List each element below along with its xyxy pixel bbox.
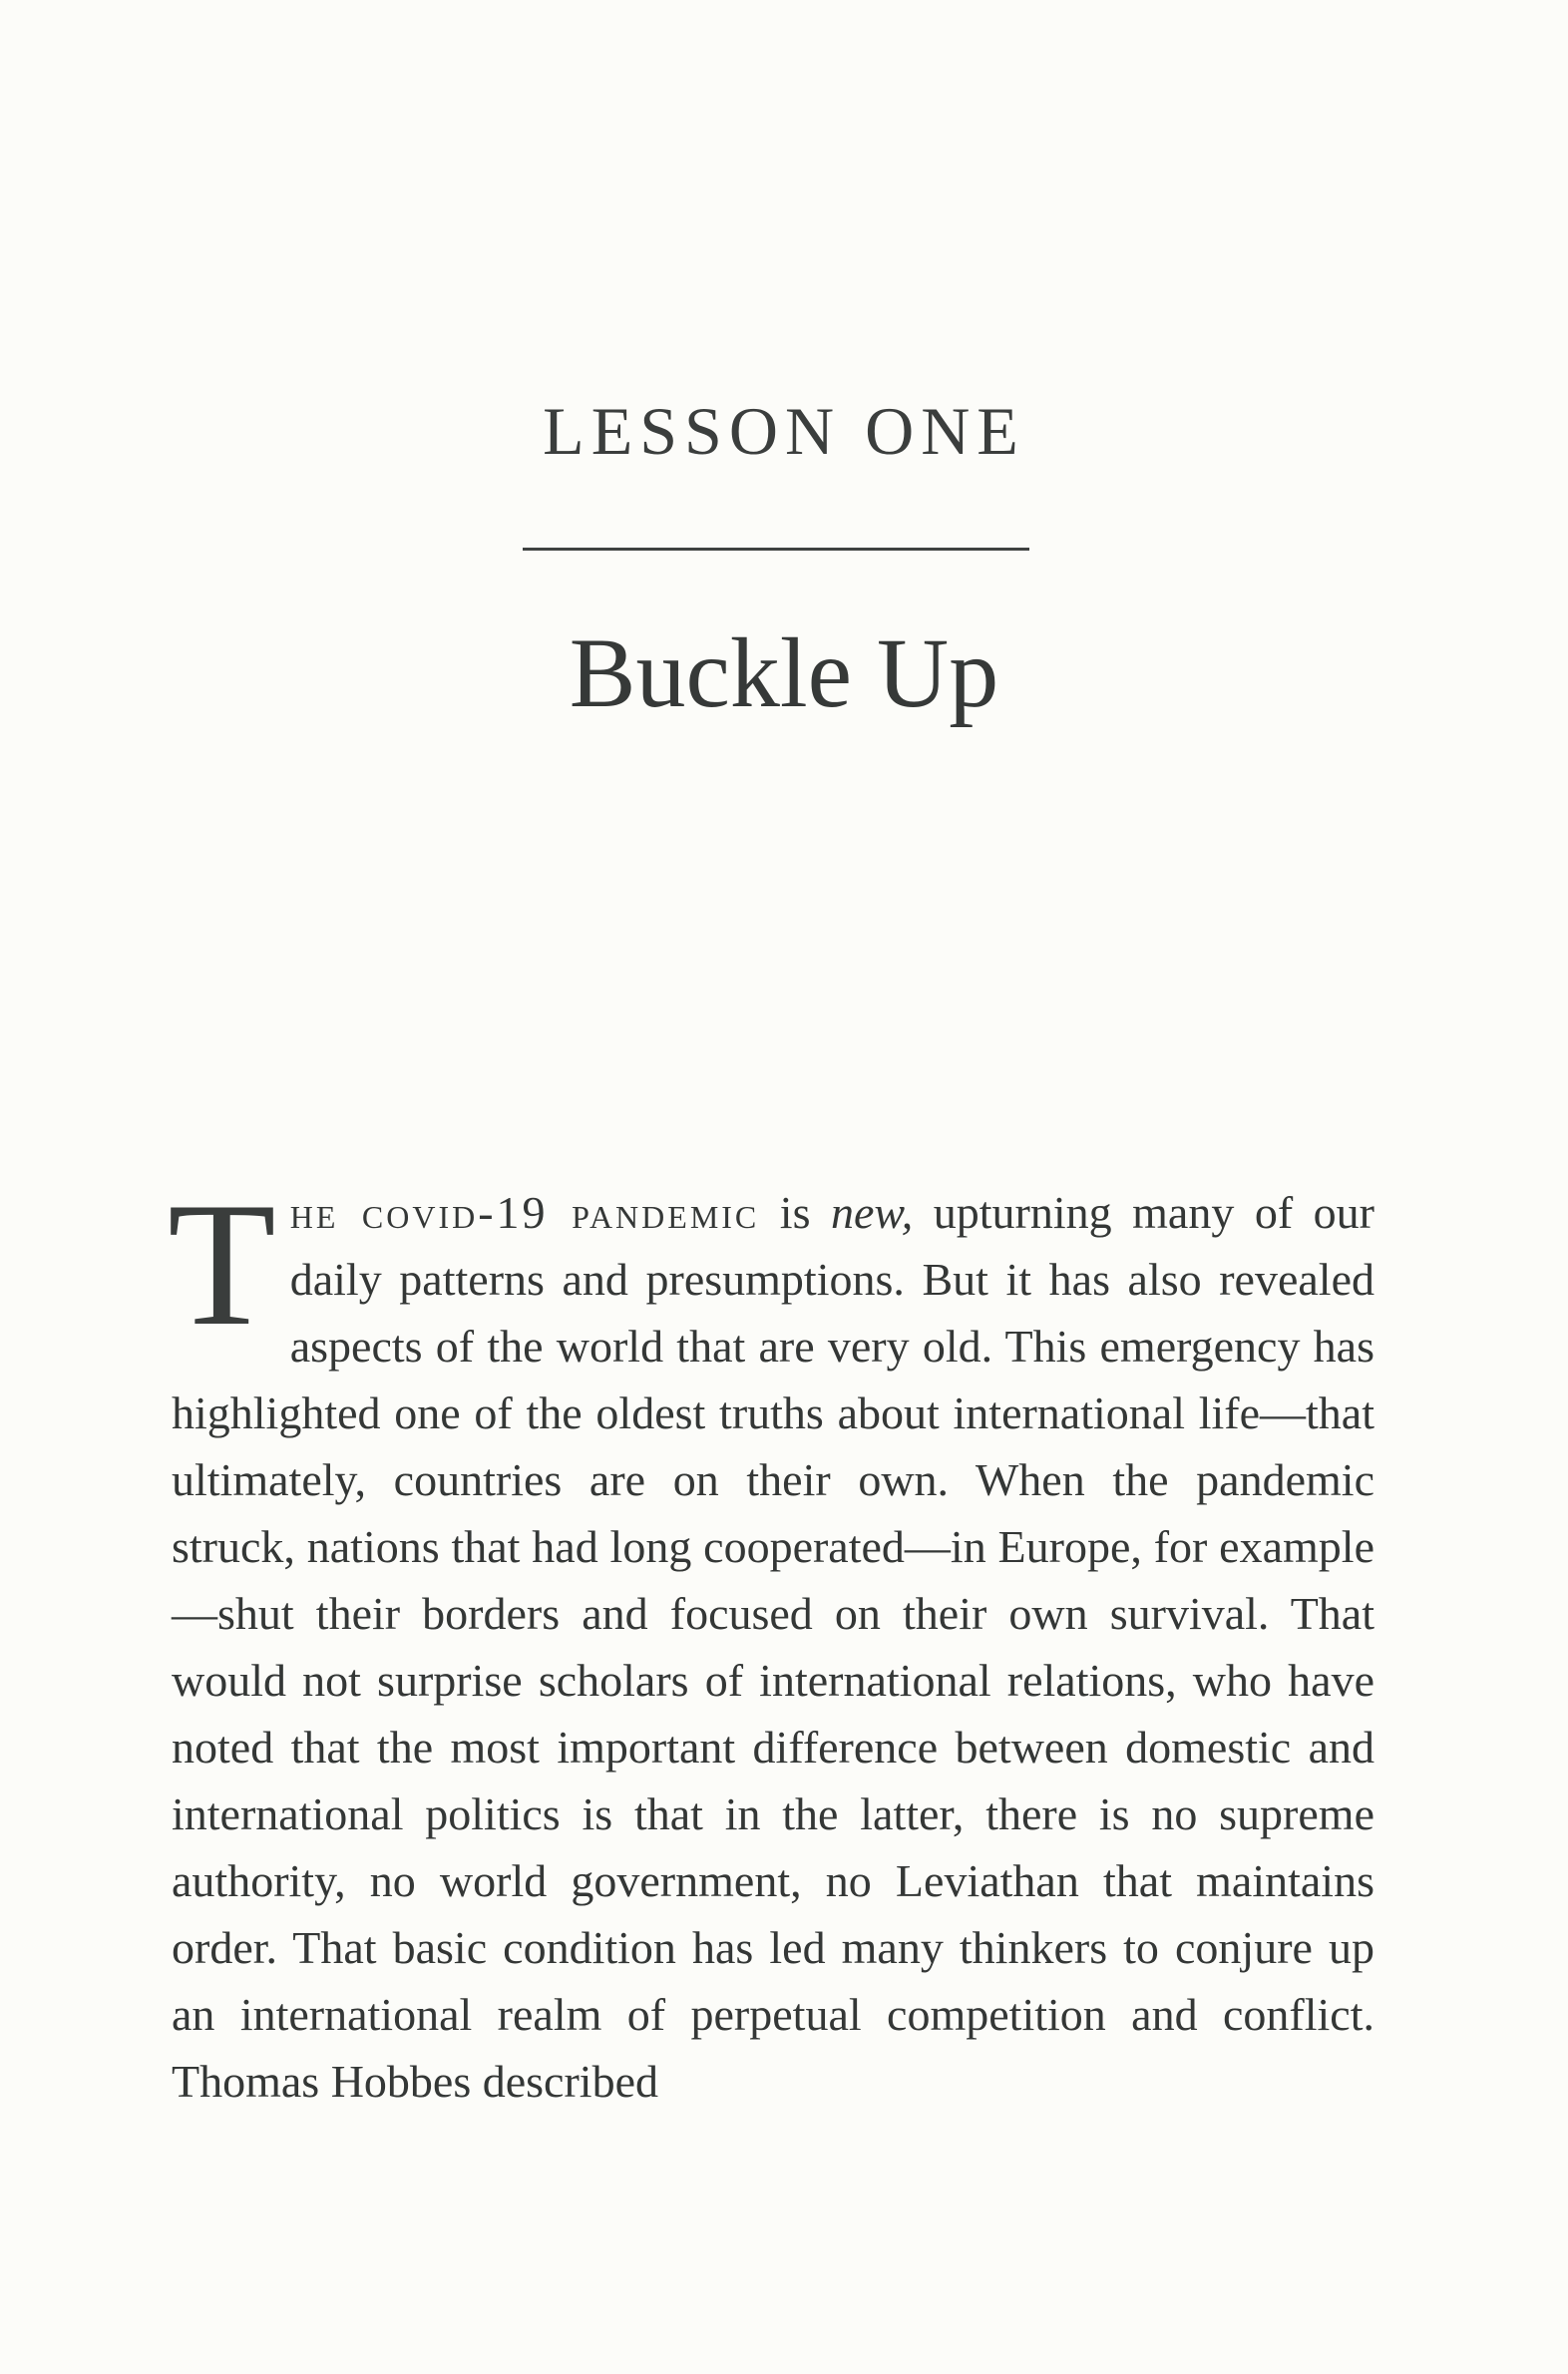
- title-divider: [523, 548, 1029, 551]
- lead-in-smallcaps: he covid-19 pandemic: [289, 1187, 760, 1238]
- body-paragraph: [168, 1165, 1375, 2115]
- lead-in-emphasis: new,: [831, 1187, 914, 1238]
- lead-in-connector: is: [759, 1187, 832, 1238]
- drop-cap: T: [168, 1165, 276, 1363]
- paragraph-text: upturning many of our daily patterns and presumptions. But it has also revealed aspects of the world that are very old. This emergency has highlighted one of the oldest truths about international life—that ultimately, countries are on their own. When the pandemic struck, nations that had long cooperated—in Europe, for example—shut their borders and focused on their own survival. That would not surprise scholars of international relations, who have noted that the most important difference between domestic and international politics is that in the latter, there is no supreme authority, no world government, no Leviathan that maintains order. That basic condition has led many thinkers to conjure up an international realm of perpetual competition and conflict. Thomas Hobbes described: [172, 1187, 1375, 2107]
- chapter-title: Buckle Up: [569, 617, 999, 728]
- lesson-label: LESSON ONE: [543, 393, 1025, 469]
